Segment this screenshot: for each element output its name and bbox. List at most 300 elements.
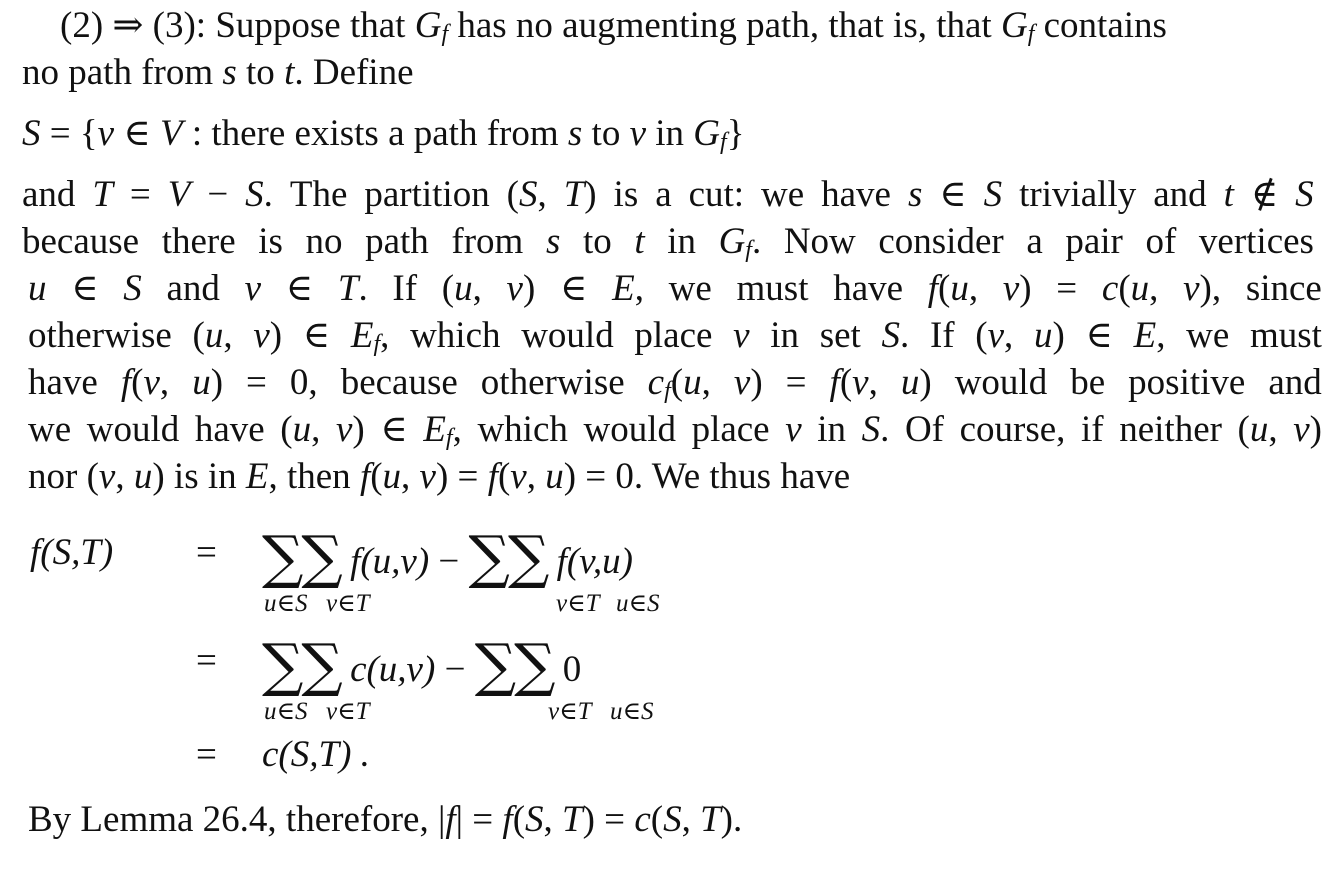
text-run: . xyxy=(880,409,890,450)
word xyxy=(1250,314,1322,358)
math-variable: v xyxy=(1183,268,1200,309)
text-run: ( xyxy=(938,268,951,309)
word xyxy=(1134,314,1166,358)
math-variable: S xyxy=(663,799,682,840)
text-run: path xyxy=(365,221,429,262)
word xyxy=(338,267,368,311)
text-line-2 xyxy=(22,51,1314,95)
word xyxy=(87,408,180,452)
subscript-f: f xyxy=(373,331,381,357)
math-variable: E xyxy=(612,268,635,309)
sum-symbol: ∑ xyxy=(507,523,550,591)
text-run: and xyxy=(22,174,76,215)
word xyxy=(71,267,98,311)
word xyxy=(1268,361,1321,405)
text-run: = xyxy=(246,362,267,403)
text-run: , xyxy=(526,456,546,497)
text-run: because xyxy=(340,362,458,403)
text-run: place xyxy=(634,315,713,356)
word xyxy=(761,173,804,217)
math-variable: f xyxy=(120,362,132,403)
word xyxy=(930,314,955,358)
math-variable: S xyxy=(881,315,900,356)
text-run: in xyxy=(667,221,696,262)
text-run: : there exists a path from xyxy=(182,113,568,154)
text-line-5 xyxy=(22,220,1314,264)
text-line-1 xyxy=(22,4,1314,48)
word xyxy=(1145,220,1176,264)
word xyxy=(1224,173,1234,217)
math-variable: G xyxy=(693,113,721,154)
math-variable: V xyxy=(159,113,183,154)
math-variable: v xyxy=(987,315,1005,356)
text-run: ( xyxy=(839,362,853,403)
text-run: and xyxy=(166,268,220,309)
math-variable: v xyxy=(244,268,262,309)
word xyxy=(507,267,536,311)
word xyxy=(960,408,1066,452)
word xyxy=(786,361,807,405)
text-run: would xyxy=(86,409,180,450)
text-run: − xyxy=(207,174,229,215)
text-run: would xyxy=(954,362,1048,403)
text-run: ( xyxy=(1237,409,1250,450)
text-run: which xyxy=(410,315,501,356)
math-variable: v xyxy=(852,362,869,403)
math-variable: u xyxy=(900,362,920,403)
math-variable: u xyxy=(28,268,47,309)
text-run: no path from xyxy=(22,52,223,93)
math-variable: u xyxy=(204,315,224,356)
math-variable: v xyxy=(785,409,802,450)
word xyxy=(258,220,283,264)
text-run: If xyxy=(392,268,418,309)
text-run: , xyxy=(868,362,878,403)
word xyxy=(1119,408,1222,452)
subscript-f: f xyxy=(445,425,453,451)
math-variable: S xyxy=(1295,174,1314,215)
text-run: ( xyxy=(497,456,511,497)
math-variable: S xyxy=(861,409,881,450)
equation-equals-3: = xyxy=(196,734,217,775)
limit-u-in-s: u∈S xyxy=(616,590,660,617)
math-variable: s xyxy=(545,221,561,262)
minus-sign: − xyxy=(444,649,466,690)
text-run: ( xyxy=(280,409,293,450)
word xyxy=(862,408,890,452)
limit-v-in-t: v∈T xyxy=(326,698,370,725)
text-run: in xyxy=(770,315,800,356)
math-variable: v xyxy=(510,456,527,497)
text-line-8 xyxy=(28,361,1322,405)
math-variable: T xyxy=(562,799,583,840)
flow-u-v: f(u,v) xyxy=(350,541,430,582)
math-variable: G xyxy=(1000,5,1028,46)
math-variable: c xyxy=(647,362,665,403)
word xyxy=(689,173,744,217)
math-variable: v xyxy=(419,456,436,497)
word xyxy=(481,361,625,405)
text-run: which xyxy=(477,409,568,450)
word xyxy=(167,267,220,311)
word xyxy=(123,267,142,311)
math-variable: T xyxy=(337,268,359,309)
text-run: would xyxy=(583,409,676,450)
text-run: ( xyxy=(370,456,383,497)
word xyxy=(817,408,846,452)
word xyxy=(207,173,228,217)
word xyxy=(22,220,139,264)
text-run: pair xyxy=(1065,221,1123,262)
text-run: contains xyxy=(1034,5,1167,46)
math-variable: S xyxy=(123,268,142,309)
text-run: must xyxy=(736,268,809,309)
text-run: , xyxy=(968,268,979,309)
math-variable: S xyxy=(245,174,264,215)
word xyxy=(1081,408,1104,452)
text-run: = { xyxy=(40,113,98,154)
text-run: consider xyxy=(878,221,1004,262)
equation-row-2 xyxy=(262,631,582,699)
text-run: , xyxy=(159,362,170,403)
text-run: ( xyxy=(131,362,144,403)
word xyxy=(1183,267,1221,311)
text-run: ) xyxy=(584,174,597,215)
text-run: to xyxy=(582,113,630,154)
limit-v-in-t: v∈T xyxy=(556,590,600,617)
math-variable: s xyxy=(907,174,923,215)
word xyxy=(1199,220,1314,264)
text-run: ) xyxy=(269,315,283,356)
math-variable: s xyxy=(222,52,237,93)
math-variable: v xyxy=(253,315,270,356)
word xyxy=(246,361,267,405)
text-run: ( xyxy=(650,799,664,840)
text-run: = xyxy=(129,174,151,215)
text-run: ) = xyxy=(435,456,488,497)
text-run: we xyxy=(28,409,72,450)
word xyxy=(442,267,482,311)
text-run: set xyxy=(819,315,861,356)
math-variable: v xyxy=(629,113,647,154)
word xyxy=(290,361,318,405)
text-run: course, xyxy=(959,409,1066,450)
word xyxy=(1034,314,1065,358)
text-run: ) xyxy=(210,362,224,403)
word xyxy=(820,314,861,358)
text-run: neither xyxy=(1119,409,1222,450)
text-run: , xyxy=(543,799,563,840)
text-run: ) xyxy=(352,409,365,450)
text-run: ) xyxy=(919,362,932,403)
text-run: By Lemma 26.4, therefore, | xyxy=(28,799,446,840)
word xyxy=(785,408,801,452)
text-run: . xyxy=(263,174,273,215)
math-variable: v xyxy=(335,409,353,450)
text-run: , then xyxy=(268,456,360,497)
text-run: partition xyxy=(364,174,490,215)
math-variable: E xyxy=(245,456,269,497)
word xyxy=(939,173,966,217)
word xyxy=(830,361,878,405)
text-run: be xyxy=(1070,362,1106,403)
flow-v-u: f(v,u) xyxy=(556,541,633,582)
word xyxy=(564,173,597,217)
text-run: (2) ⇒ (3): Suppose that xyxy=(60,5,415,46)
limit-v-in-t: v∈T xyxy=(548,698,592,725)
math-variable: f xyxy=(829,362,840,403)
word xyxy=(655,173,671,217)
word xyxy=(28,361,98,405)
math-variable: S xyxy=(525,799,544,840)
word xyxy=(878,220,1003,264)
word xyxy=(28,314,172,358)
math-variable: u xyxy=(683,362,702,403)
text-run: is xyxy=(613,174,639,215)
math-variable: v xyxy=(733,315,750,356)
text-run: has no augmenting path, that is, that xyxy=(448,5,1001,46)
word xyxy=(833,267,903,311)
math-variable: c xyxy=(1101,268,1119,309)
text-run: ) is in xyxy=(152,456,246,497)
word xyxy=(669,267,712,311)
math-variable: u xyxy=(950,268,969,309)
text-run: since xyxy=(1245,268,1322,309)
word xyxy=(821,173,891,217)
text-run: ( xyxy=(441,268,455,309)
math-variable: T xyxy=(700,799,721,840)
text-run: , xyxy=(452,409,462,450)
conclusion-line xyxy=(28,798,1320,842)
text-run: ) xyxy=(522,268,536,309)
text-run: , xyxy=(634,268,644,309)
math-variable: u xyxy=(454,268,473,309)
word xyxy=(121,361,169,405)
text-run: . xyxy=(358,268,368,309)
text-run: . Define xyxy=(294,52,414,93)
word xyxy=(451,220,523,264)
text-run: | = xyxy=(455,799,503,840)
word xyxy=(583,408,676,452)
word xyxy=(410,314,500,358)
word xyxy=(245,173,273,217)
text-run: and xyxy=(1268,362,1322,403)
word xyxy=(692,408,770,452)
word xyxy=(1003,267,1032,311)
text-run: , xyxy=(1149,268,1159,309)
word xyxy=(546,220,560,264)
text-run: we xyxy=(761,174,805,215)
text-run: = xyxy=(1056,268,1078,309)
text-run: , xyxy=(537,174,547,215)
math-variable: V xyxy=(167,174,191,215)
text-run: ∈ xyxy=(71,268,99,309)
text-run: , xyxy=(311,409,321,450)
zero-term: 0 xyxy=(562,649,582,690)
text-run: in xyxy=(646,113,694,154)
text-run: from xyxy=(451,221,524,262)
word xyxy=(1056,267,1077,311)
text-run: ( xyxy=(670,362,684,403)
text-run: 0, xyxy=(289,362,318,403)
text-run: ∈ xyxy=(380,409,408,450)
word xyxy=(1086,314,1113,358)
text-run: must xyxy=(1249,315,1322,356)
math-variable: v xyxy=(143,362,160,403)
word xyxy=(1065,220,1123,264)
math-variable: u xyxy=(1033,315,1053,356)
math-variable: t xyxy=(284,52,295,93)
limit-u-in-s: u∈S xyxy=(610,698,654,725)
word xyxy=(614,173,639,217)
math-variable: f xyxy=(487,456,498,497)
word xyxy=(634,314,712,358)
equation-equals-2: = xyxy=(196,640,217,681)
word xyxy=(648,361,711,405)
limit-u-in-s: u∈S xyxy=(264,590,308,617)
math-variable: v xyxy=(733,362,751,403)
text-line-6 xyxy=(28,267,1322,311)
word xyxy=(280,408,320,452)
word xyxy=(1102,267,1159,311)
word xyxy=(130,173,151,217)
math-variable: c xyxy=(634,799,651,840)
word xyxy=(341,361,458,405)
text-run: ∈ xyxy=(1085,315,1113,356)
word xyxy=(770,314,799,358)
text-run: ( xyxy=(1118,268,1131,309)
text-run: , xyxy=(701,362,711,403)
word xyxy=(1246,267,1322,311)
definition-of-s xyxy=(22,112,1314,156)
text-run: , xyxy=(115,456,134,497)
limit-v-in-t: v∈T xyxy=(326,590,370,617)
math-variable: E xyxy=(423,409,446,450)
word xyxy=(1026,220,1042,264)
text-run: ∈ xyxy=(285,268,314,309)
word xyxy=(195,408,265,452)
text-run: . xyxy=(900,315,910,356)
word xyxy=(975,314,1013,358)
text-run: , xyxy=(1004,315,1014,356)
text-run: , xyxy=(1268,409,1278,450)
word xyxy=(423,408,462,452)
math-variable: u xyxy=(545,456,564,497)
word xyxy=(583,220,612,264)
word xyxy=(955,361,1048,405)
text-run: If xyxy=(929,315,955,356)
text-run: would xyxy=(521,315,614,356)
math-variable: f xyxy=(502,799,513,840)
text-run: we xyxy=(668,268,712,309)
text-run: ) = 0. We thus have xyxy=(563,456,851,497)
word xyxy=(1295,173,1314,217)
text-line-7 xyxy=(28,314,1322,358)
subscript-f: f xyxy=(1027,21,1035,47)
text-run: of xyxy=(1145,221,1177,262)
sum-symbol: ∑ xyxy=(474,631,517,699)
subscript-f: f xyxy=(745,237,752,263)
word xyxy=(1070,361,1105,405)
word xyxy=(253,314,282,358)
word xyxy=(1186,314,1229,358)
word xyxy=(1238,408,1278,452)
word xyxy=(928,267,978,311)
text-run: have xyxy=(821,174,891,215)
math-variable: E xyxy=(1133,315,1157,356)
word xyxy=(901,361,932,405)
subscript-f: f xyxy=(720,129,727,155)
sum-symbol: ∑ xyxy=(514,631,556,699)
word xyxy=(306,220,343,264)
word xyxy=(168,173,191,217)
word xyxy=(560,267,587,311)
word xyxy=(737,267,809,311)
equation-equals-1: = xyxy=(196,532,217,573)
sum-symbol: ∑ xyxy=(262,523,304,591)
math-variable: s xyxy=(567,113,583,154)
math-variable: u xyxy=(192,362,211,403)
word xyxy=(905,408,944,452)
text-run: ) = xyxy=(582,799,635,840)
math-variable: v xyxy=(506,268,523,309)
math-variable: f xyxy=(445,799,456,840)
math-variable: v xyxy=(1293,409,1310,450)
word xyxy=(667,220,696,264)
text-run: Of xyxy=(904,409,944,450)
math-variable: S xyxy=(22,113,41,154)
text-run: no xyxy=(305,221,343,262)
text-run: ∈ xyxy=(114,113,160,154)
sum-symbol: ∑ xyxy=(301,631,343,699)
subscript-f: f xyxy=(441,21,449,47)
word xyxy=(984,173,1003,217)
word xyxy=(734,361,763,405)
word xyxy=(882,314,910,358)
text-run: vertices xyxy=(1198,221,1314,262)
word xyxy=(507,173,547,217)
subscript-f: f xyxy=(664,378,671,404)
text-run: ( xyxy=(975,315,988,356)
text-run: ) xyxy=(1309,409,1322,450)
text-run: and xyxy=(1153,174,1207,215)
text-run: , xyxy=(401,456,420,497)
word xyxy=(784,220,856,264)
equation-row-3: c(S,T) . xyxy=(262,734,370,775)
math-variable: f xyxy=(359,456,371,497)
text-run: The xyxy=(289,174,348,215)
text-run: a xyxy=(655,174,672,215)
math-variable: u xyxy=(382,456,402,497)
text-run: ) xyxy=(1019,268,1032,309)
math-variable: u xyxy=(1249,409,1269,450)
math-variable: E xyxy=(350,315,374,356)
word xyxy=(245,267,261,311)
text-run: have xyxy=(833,268,904,309)
text-run: ( xyxy=(512,799,526,840)
text-run: nor ( xyxy=(28,456,99,497)
text-run: ( xyxy=(506,174,519,215)
text-run: have xyxy=(194,409,265,450)
text-run: ∉ xyxy=(1250,174,1279,215)
math-variable: G xyxy=(718,221,746,262)
text-run: have xyxy=(28,362,98,403)
math-variable: T xyxy=(92,174,113,215)
text-run: , xyxy=(223,315,233,356)
word xyxy=(290,173,348,217)
text-run: if xyxy=(1081,409,1104,450)
text-run: a xyxy=(1026,221,1043,262)
